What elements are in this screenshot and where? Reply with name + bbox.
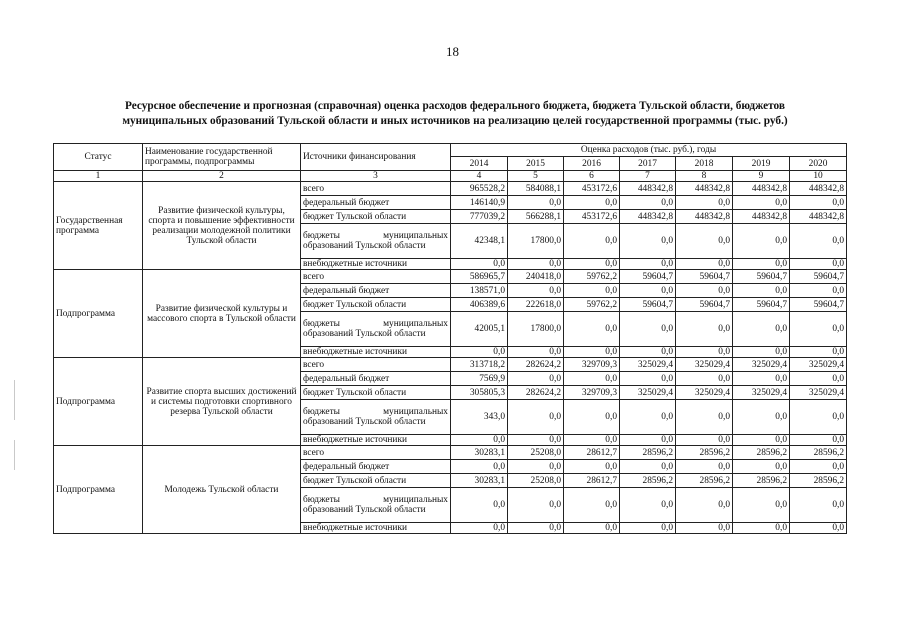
- value-cell: 0,0: [508, 460, 564, 474]
- value-cell: 448342,8: [790, 210, 847, 224]
- funding-source-cell: федеральный бюджет: [301, 372, 451, 386]
- value-cell: 0,0: [676, 224, 733, 259]
- value-cell: 0,0: [733, 460, 790, 474]
- funding-source-cell: бюджеты муниципальных образований Тульской области: [301, 488, 451, 523]
- header-status: Статус: [54, 144, 143, 171]
- funding-source-cell: бюджеты муниципальных образований Тульской области: [301, 312, 451, 347]
- value-cell: 0,0: [790, 488, 847, 523]
- value-cell: 0,0: [790, 460, 847, 474]
- year-header: 2016: [564, 157, 620, 171]
- scan-margin-mark: [14, 440, 15, 470]
- value-cell: 329709,3: [564, 386, 620, 400]
- value-cell: 28596,2: [733, 446, 790, 460]
- value-cell: 28596,2: [620, 474, 676, 488]
- value-cell: 448342,8: [790, 182, 847, 196]
- value-cell: 0,0: [620, 488, 676, 523]
- program-name-cell: Развитие физической культуры и массового спорта в Тульской области: [143, 270, 301, 358]
- value-cell: 42348,1: [451, 224, 508, 259]
- funding-source-cell: всего: [301, 358, 451, 372]
- value-cell: 28596,2: [790, 474, 847, 488]
- table-row: [54, 446, 847, 460]
- header-program: Наименование государственной программы, подпрограммы: [143, 144, 301, 171]
- value-cell: 0,0: [564, 196, 620, 210]
- scan-margin-mark: [14, 380, 15, 420]
- funding-source-cell: бюджет Тульской области: [301, 474, 451, 488]
- funding-source-cell: всего: [301, 270, 451, 284]
- value-cell: 0,0: [620, 435, 676, 446]
- value-cell: 0,0: [790, 347, 847, 358]
- value-cell: 59604,7: [790, 298, 847, 312]
- value-cell: 240418,0: [508, 270, 564, 284]
- value-cell: 138571,0: [451, 284, 508, 298]
- table-row: [54, 270, 847, 284]
- value-cell: 0,0: [733, 259, 790, 270]
- value-cell: 0,0: [564, 312, 620, 347]
- value-cell: 59604,7: [733, 298, 790, 312]
- value-cell: 0,0: [564, 372, 620, 386]
- status-cell: Подпрограмма: [54, 358, 143, 446]
- column-index: 7: [620, 171, 676, 182]
- value-cell: 17800,0: [508, 312, 564, 347]
- funding-source-cell: бюджеты муниципальных образований Тульской области: [301, 224, 451, 259]
- value-cell: 0,0: [676, 488, 733, 523]
- value-cell: 0,0: [676, 284, 733, 298]
- value-cell: 0,0: [790, 435, 847, 446]
- funding-source-cell: внебюджетные источники: [301, 347, 451, 358]
- budget-table: [53, 143, 847, 534]
- program-name-cell: Развитие физической культуры, спорта и повышение эффективности реализации молодежной политики Тульской области: [143, 182, 301, 270]
- value-cell: 0,0: [508, 259, 564, 270]
- value-cell: 0,0: [790, 259, 847, 270]
- value-cell: 25208,0: [508, 446, 564, 460]
- value-cell: 0,0: [733, 284, 790, 298]
- funding-source-cell: внебюджетные источники: [301, 435, 451, 446]
- column-index: 1: [54, 171, 143, 182]
- value-cell: 59604,7: [620, 298, 676, 312]
- value-cell: 0,0: [790, 312, 847, 347]
- value-cell: 448342,8: [733, 182, 790, 196]
- table-body: [54, 182, 847, 534]
- value-cell: 965528,2: [451, 182, 508, 196]
- funding-source-cell: бюджет Тульской области: [301, 298, 451, 312]
- value-cell: 0,0: [676, 312, 733, 347]
- value-cell: 0,0: [733, 347, 790, 358]
- value-cell: 222618,0: [508, 298, 564, 312]
- value-cell: 777039,2: [451, 210, 508, 224]
- value-cell: 28596,2: [790, 446, 847, 460]
- value-cell: 0,0: [451, 435, 508, 446]
- value-cell: 305805,3: [451, 386, 508, 400]
- value-cell: 0,0: [733, 488, 790, 523]
- value-cell: 0,0: [620, 523, 676, 534]
- header-row: [54, 144, 847, 157]
- value-cell: 0,0: [676, 347, 733, 358]
- value-cell: 7569,9: [451, 372, 508, 386]
- column-index: 3: [301, 171, 451, 182]
- value-cell: 0,0: [790, 372, 847, 386]
- funding-source-cell: бюджеты муниципальных образований Тульской области: [301, 400, 451, 435]
- program-name-cell: Молодежь Тульской области: [143, 446, 301, 534]
- value-cell: 313718,2: [451, 358, 508, 372]
- value-cell: 325029,4: [733, 358, 790, 372]
- funding-source-cell: бюджет Тульской области: [301, 386, 451, 400]
- value-cell: 325029,4: [790, 358, 847, 372]
- value-cell: 0,0: [790, 224, 847, 259]
- value-cell: 17800,0: [508, 224, 564, 259]
- value-cell: 0,0: [508, 488, 564, 523]
- value-cell: 325029,4: [790, 386, 847, 400]
- value-cell: 146140,9: [451, 196, 508, 210]
- value-cell: 282624,2: [508, 358, 564, 372]
- funding-source-cell: федеральный бюджет: [301, 196, 451, 210]
- value-cell: 448342,8: [620, 210, 676, 224]
- value-cell: 0,0: [620, 312, 676, 347]
- value-cell: 0,0: [620, 284, 676, 298]
- column-index: 5: [508, 171, 564, 182]
- header-estimate: Оценка расходов (тыс. руб.), годы: [451, 144, 847, 157]
- value-cell: 28612,7: [564, 446, 620, 460]
- value-cell: 0,0: [451, 460, 508, 474]
- program-name-cell: Развитие спорта высших достижений и системы подготовки спортивного резерва Тульской области: [143, 358, 301, 446]
- value-cell: 453172,6: [564, 182, 620, 196]
- value-cell: 59604,7: [676, 298, 733, 312]
- value-cell: 59762,2: [564, 270, 620, 284]
- funding-source-cell: федеральный бюджет: [301, 460, 451, 474]
- value-cell: 0,0: [451, 488, 508, 523]
- value-cell: 0,0: [733, 435, 790, 446]
- value-cell: 59604,7: [790, 270, 847, 284]
- value-cell: 0,0: [790, 196, 847, 210]
- value-cell: 0,0: [564, 488, 620, 523]
- value-cell: 448342,8: [733, 210, 790, 224]
- value-cell: 325029,4: [620, 386, 676, 400]
- value-cell: 0,0: [676, 435, 733, 446]
- value-cell: 0,0: [733, 224, 790, 259]
- value-cell: 59604,7: [676, 270, 733, 284]
- value-cell: 0,0: [676, 196, 733, 210]
- value-cell: 0,0: [620, 460, 676, 474]
- value-cell: 0,0: [451, 347, 508, 358]
- value-cell: 59604,7: [733, 270, 790, 284]
- funding-source-cell: внебюджетные источники: [301, 259, 451, 270]
- document-title: [60, 99, 850, 129]
- value-cell: 448342,8: [620, 182, 676, 196]
- value-cell: 282624,2: [508, 386, 564, 400]
- value-cell: 448342,8: [676, 210, 733, 224]
- funding-source-cell: внебюджетные источники: [301, 523, 451, 534]
- value-cell: 28596,2: [676, 446, 733, 460]
- funding-source-cell: федеральный бюджет: [301, 284, 451, 298]
- year-header: 2018: [676, 157, 733, 171]
- table-row: [54, 358, 847, 372]
- column-index: 10: [790, 171, 847, 182]
- value-cell: 28612,7: [564, 474, 620, 488]
- value-cell: 0,0: [564, 400, 620, 435]
- column-index: 9: [733, 171, 790, 182]
- document-title-line: муниципальных образований Тульской области и иных источников на реализацию целей государственной программы (тыс. руб.): [122, 115, 788, 127]
- year-header: 2014: [451, 157, 508, 171]
- column-index-row: [54, 171, 847, 182]
- value-cell: 0,0: [676, 523, 733, 534]
- value-cell: 0,0: [790, 284, 847, 298]
- status-cell: Подпрограмма: [54, 270, 143, 358]
- value-cell: 325029,4: [676, 358, 733, 372]
- value-cell: 0,0: [620, 347, 676, 358]
- value-cell: 325029,4: [620, 358, 676, 372]
- table-row: [54, 182, 847, 196]
- value-cell: 0,0: [451, 259, 508, 270]
- value-cell: 0,0: [676, 259, 733, 270]
- year-header: 2019: [733, 157, 790, 171]
- value-cell: 0,0: [508, 347, 564, 358]
- column-index: 6: [564, 171, 620, 182]
- value-cell: 0,0: [790, 400, 847, 435]
- value-cell: 566288,1: [508, 210, 564, 224]
- value-cell: 0,0: [508, 400, 564, 435]
- value-cell: 0,0: [508, 196, 564, 210]
- value-cell: 0,0: [508, 435, 564, 446]
- document-title-line: Ресурсное обеспечение и прогнозная (справочная) оценка расходов федерального бюджета, бюджета Тульской области, бюджетов: [124, 100, 786, 112]
- value-cell: 0,0: [564, 435, 620, 446]
- value-cell: 59604,7: [620, 270, 676, 284]
- funding-source-cell: бюджет Тульской области: [301, 210, 451, 224]
- column-index: 4: [451, 171, 508, 182]
- value-cell: 0,0: [733, 312, 790, 347]
- value-cell: 0,0: [620, 400, 676, 435]
- value-cell: 325029,4: [733, 386, 790, 400]
- value-cell: 325029,4: [676, 386, 733, 400]
- value-cell: 0,0: [733, 372, 790, 386]
- value-cell: 0,0: [620, 196, 676, 210]
- value-cell: 0,0: [733, 400, 790, 435]
- value-cell: 42005,1: [451, 312, 508, 347]
- funding-source-cell: всего: [301, 446, 451, 460]
- value-cell: 0,0: [508, 372, 564, 386]
- year-header: 2020: [790, 157, 847, 171]
- value-cell: 0,0: [564, 347, 620, 358]
- value-cell: 0,0: [620, 259, 676, 270]
- value-cell: 59762,2: [564, 298, 620, 312]
- value-cell: 448342,8: [676, 182, 733, 196]
- value-cell: 0,0: [676, 400, 733, 435]
- value-cell: 28596,2: [733, 474, 790, 488]
- value-cell: 0,0: [564, 460, 620, 474]
- status-cell: Государственная программа: [54, 182, 143, 270]
- value-cell: 0,0: [451, 523, 508, 534]
- value-cell: 343,0: [451, 400, 508, 435]
- value-cell: 0,0: [508, 523, 564, 534]
- value-cell: 28596,2: [676, 474, 733, 488]
- value-cell: 0,0: [733, 196, 790, 210]
- value-cell: 0,0: [620, 372, 676, 386]
- status-cell: Подпрограмма: [54, 446, 143, 534]
- funding-source-cell: всего: [301, 182, 451, 196]
- value-cell: 25208,0: [508, 474, 564, 488]
- value-cell: 329709,3: [564, 358, 620, 372]
- value-cell: 0,0: [733, 523, 790, 534]
- year-header: 2015: [508, 157, 564, 171]
- value-cell: 28596,2: [620, 446, 676, 460]
- value-cell: 0,0: [564, 523, 620, 534]
- column-index: 8: [676, 171, 733, 182]
- value-cell: 0,0: [564, 224, 620, 259]
- value-cell: 584088,1: [508, 182, 564, 196]
- column-index: 2: [143, 171, 301, 182]
- value-cell: 586965,7: [451, 270, 508, 284]
- page-number: 18: [446, 44, 459, 59]
- value-cell: 0,0: [508, 284, 564, 298]
- value-cell: 0,0: [790, 523, 847, 534]
- value-cell: 0,0: [676, 460, 733, 474]
- header-sources: Источники финансирования: [301, 144, 451, 171]
- value-cell: 0,0: [620, 224, 676, 259]
- value-cell: 30283,1: [451, 446, 508, 460]
- value-cell: 406389,6: [451, 298, 508, 312]
- value-cell: 30283,1: [451, 474, 508, 488]
- value-cell: 0,0: [676, 372, 733, 386]
- value-cell: 0,0: [564, 284, 620, 298]
- year-header: 2017: [620, 157, 676, 171]
- value-cell: 0,0: [564, 259, 620, 270]
- value-cell: 453172,6: [564, 210, 620, 224]
